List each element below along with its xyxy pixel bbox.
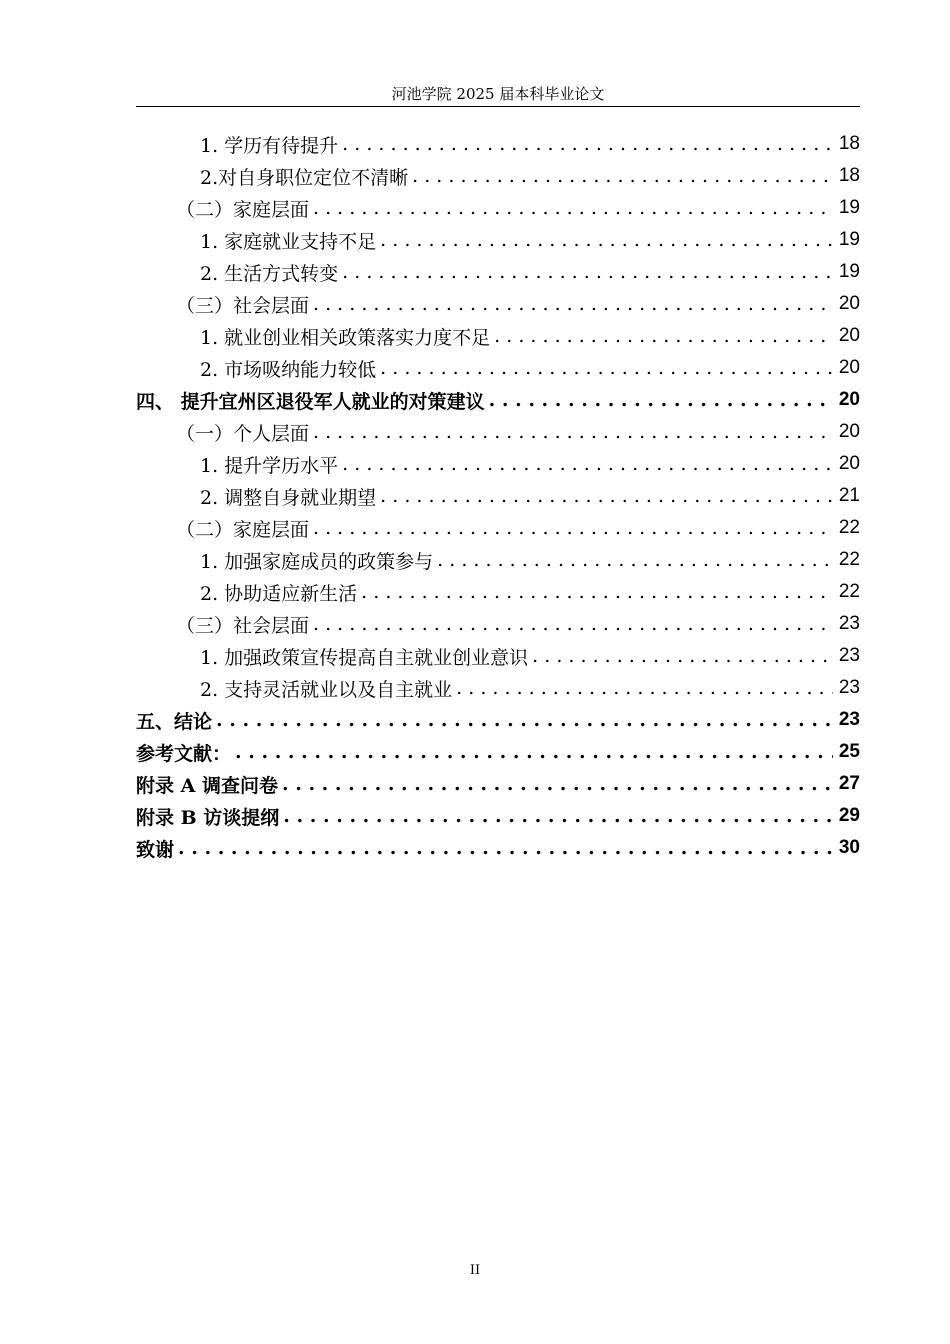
toc-entry-label: （一）个人层面 [176, 422, 310, 445]
toc-dot-leader [412, 165, 833, 187]
toc-entry-page: 23 [838, 677, 860, 698]
toc-entry-label: （三）社会层面 [176, 614, 310, 637]
toc-entry[interactable] [136, 736, 860, 768]
toc-dot-leader [216, 709, 833, 731]
toc-entry-page: 19 [838, 261, 860, 282]
toc-entry-label: （三）社会层面 [176, 294, 310, 317]
toc-entry-page: 20 [838, 325, 860, 346]
toc-entry-page: 27 [838, 773, 860, 794]
toc-entry-page: 18 [838, 165, 860, 186]
toc-dot-leader [235, 741, 833, 763]
toc-entry[interactable] [136, 352, 860, 384]
toc-entry-label: 1. 学历有待提升 [200, 134, 339, 157]
toc-entry[interactable] [136, 768, 860, 800]
toc-entry-page: 30 [838, 837, 860, 858]
toc-entry[interactable] [136, 512, 860, 544]
toc-dot-leader [532, 645, 833, 667]
toc-entry-page: 19 [838, 197, 860, 218]
toc-entry-page: 21 [838, 485, 860, 506]
toc-entry[interactable] [136, 704, 860, 736]
toc-entry-page: 22 [838, 581, 860, 602]
toc-entry[interactable] [136, 448, 860, 480]
toc-entry-label: 五、结论 [136, 710, 213, 733]
toc-dot-leader [283, 805, 833, 827]
toc-dot-leader [178, 837, 833, 859]
toc-dot-leader [313, 293, 833, 315]
toc-entry[interactable] [136, 256, 860, 288]
toc-dot-leader [313, 517, 833, 539]
toc-entry[interactable] [136, 128, 860, 160]
toc-entry-label: 2. 支持灵活就业以及自主就业 [200, 678, 453, 701]
toc-entry-label: 1. 就业创业相关政策落实力度不足 [200, 326, 491, 349]
toc-entry[interactable] [136, 672, 860, 704]
toc-entry[interactable] [136, 384, 860, 416]
toc-entry-page: 25 [838, 741, 860, 762]
toc-entry-label: 2. 协助适应新生活 [200, 582, 358, 605]
header-divider [136, 106, 860, 107]
toc-entry-label: 附录 B 访谈提纲 [136, 806, 280, 829]
toc-entry-label: 2. 调整自身就业期望 [200, 486, 377, 509]
toc-entry[interactable] [136, 192, 860, 224]
toc-dot-leader [489, 389, 833, 411]
toc-dot-leader [380, 229, 833, 251]
toc-entry-label: （二）家庭层面 [176, 518, 310, 541]
toc-dot-leader [380, 357, 833, 379]
toc-dot-leader [380, 485, 833, 507]
toc-dot-leader [313, 613, 833, 635]
page-header: 河池学院 2025 届本科毕业论文 [391, 85, 605, 103]
toc-dot-leader [437, 549, 833, 571]
toc-entry-page: 23 [838, 613, 860, 634]
toc-entry[interactable] [136, 608, 860, 640]
toc-entry[interactable] [136, 800, 860, 832]
toc-entry[interactable] [136, 832, 860, 864]
toc-dot-leader [342, 261, 833, 283]
table-of-contents [136, 128, 860, 864]
toc-entry[interactable] [136, 416, 860, 448]
toc-entry[interactable] [136, 544, 860, 576]
toc-entry[interactable] [136, 320, 860, 352]
toc-entry-label: 致谢 [136, 838, 175, 861]
toc-dot-leader [456, 677, 833, 699]
toc-entry-page: 20 [838, 293, 860, 314]
toc-entry-page: 20 [838, 453, 860, 474]
toc-entry-label: （二）家庭层面 [176, 198, 310, 221]
toc-entry-label: 1. 加强政策宣传提高自主就业创业意识 [200, 646, 529, 669]
toc-entry-label: 2. 市场吸纳能力较低 [200, 358, 377, 381]
toc-entry[interactable] [136, 288, 860, 320]
toc-entry-label: 2. 生活方式转变 [200, 262, 339, 285]
toc-entry-label: 2.对自身职位定位不清晰 [200, 166, 409, 189]
toc-dot-leader [494, 325, 833, 347]
toc-dot-leader [342, 133, 833, 155]
toc-entry-page: 20 [838, 357, 860, 378]
toc-entry-page: 20 [838, 389, 860, 410]
toc-dot-leader [313, 421, 833, 443]
toc-entry-label: 1. 家庭就业支持不足 [200, 230, 377, 253]
toc-entry-label: 附录 A 调查问卷 [136, 774, 278, 797]
toc-entry-label: 四、 提升宜州区退役军人就业的对策建议 [136, 390, 485, 413]
toc-entry-page: 22 [838, 517, 860, 538]
toc-entry-page: 20 [838, 421, 860, 442]
toc-entry[interactable] [136, 640, 860, 672]
toc-entry[interactable] [136, 160, 860, 192]
toc-entry-page: 23 [838, 709, 860, 730]
toc-entry-label: 1. 提升学历水平 [200, 454, 339, 477]
toc-dot-leader [361, 581, 833, 603]
page-number: II [469, 1263, 481, 1278]
toc-entry-page: 29 [838, 805, 860, 826]
toc-entry-page: 19 [838, 229, 860, 250]
toc-entry-label: 1. 加强家庭成员的政策参与 [200, 550, 434, 573]
toc-dot-leader [342, 453, 833, 475]
toc-entry[interactable] [136, 576, 860, 608]
toc-entry-page: 22 [838, 549, 860, 570]
toc-entry[interactable] [136, 224, 860, 256]
toc-entry-page: 18 [838, 133, 860, 154]
toc-dot-leader [282, 773, 833, 795]
toc-entry-page: 23 [838, 645, 860, 666]
toc-entry-label: 参考文献： [136, 742, 232, 765]
toc-dot-leader [313, 197, 833, 219]
toc-entry[interactable] [136, 480, 860, 512]
